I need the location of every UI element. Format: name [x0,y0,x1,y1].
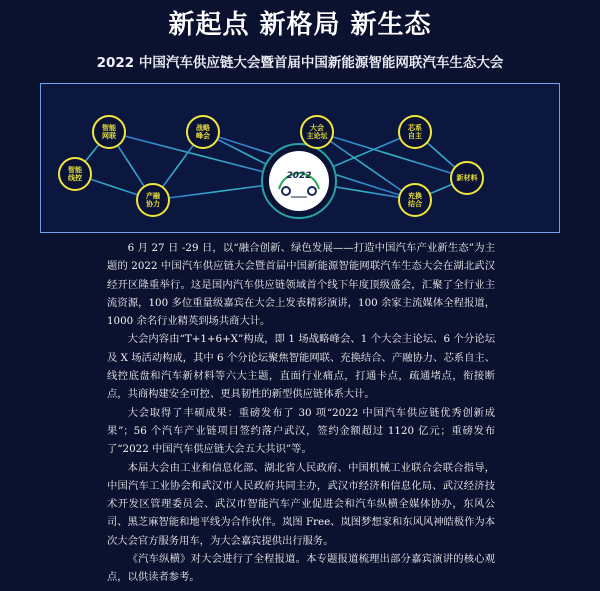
hub-logo [261,143,337,219]
node-smart-by-wire: 智能 线控 [58,157,92,191]
node-chip-independence: 芯系 自主 [398,115,432,149]
paragraph: 《汽车纵横》对大会进行了全程报道。本专题报道梳理出部分嘉宾演讲的核心观点，以供读者参考。 [107,553,495,584]
headline: 新起点 新格局 新生态 [168,10,432,40]
hub-logo-inner [269,151,329,211]
hub-year: 2022 [286,171,312,181]
paragraph: 6 月 27 日 -29 日，以“融合创新、绿色发展——打造中国汽车产业新生态”为主题的 2022 中国汽车供应链大会暨首届中国新能源智能网联汽车生态大会在湖北武汉经开区隆重举行。这是国内汽车供应链领域首个线下年度顶级盛会，汇聚了全行业主流资源，100 多位重量级嘉宾在大会上发表精彩演讲，100 余家主流媒体全程报道，1000 余名行业精英到场共商大计。 [107,242,495,328]
paragraph: 本届大会由工业和信息化部、湖北省人民政府、中国机械工业联合会联合指导，中国汽车工业协会和武汉市人民政府共同主办，武汉市经济和信息化局、武汉经济技术开发区管理委员会、武汉市智能汽车产业促进会和汽车纵横全媒体协办，东风公司、黑芝麻智能和地平线为合作伙伴。岚图 Free、岚图梦想家和东风风神皓极作为本次大会官方服务用车，为大会嘉宾提供出行服务。 [107,461,495,547]
car-icon [269,151,329,211]
node-new-materials: 新材料 [450,161,484,195]
node-main-forum: 大会 主论坛 [300,115,334,149]
paragraph: 大会内容由“T+1+6+X”构成，即 1 场战略峰会、1 个大会主论坛、6 个分论坛及 X 场活动构成，其中 6 个分论坛聚焦智能网联、充换结合、产融协力、芯系自主、线控底盘和汽车新材料等六大主题，直面行业痛点，打通卡点，疏通堵点，衔接断点，共商构建安全可控、更具韧性的新型供应链体系大计。 [107,333,495,401]
node-strategy-summit: 战略 峰会 [186,115,220,149]
node-industry-finance: 产融 协力 [136,183,170,217]
node-smart-connectivity: 智能 网联 [92,115,126,149]
subheadline: 2022 中国汽车供应链大会暨首届中国新能源智能网联汽车生态大会 [96,55,504,71]
ecosystem-diagram [40,83,560,233]
paragraph: 大会取得了丰硕成果：重磅发布了 30 项“2022 中国汽车供应链优秀创新成果”；56 个汽车产业链项目签约落户武汉，签约金额超过 1120 亿元；重磅发布了“2022 中国汽车供应链大会五大共识”等。 [107,406,495,456]
article-body [107,239,495,587]
node-charge-swap: 充换 结合 [398,183,432,217]
